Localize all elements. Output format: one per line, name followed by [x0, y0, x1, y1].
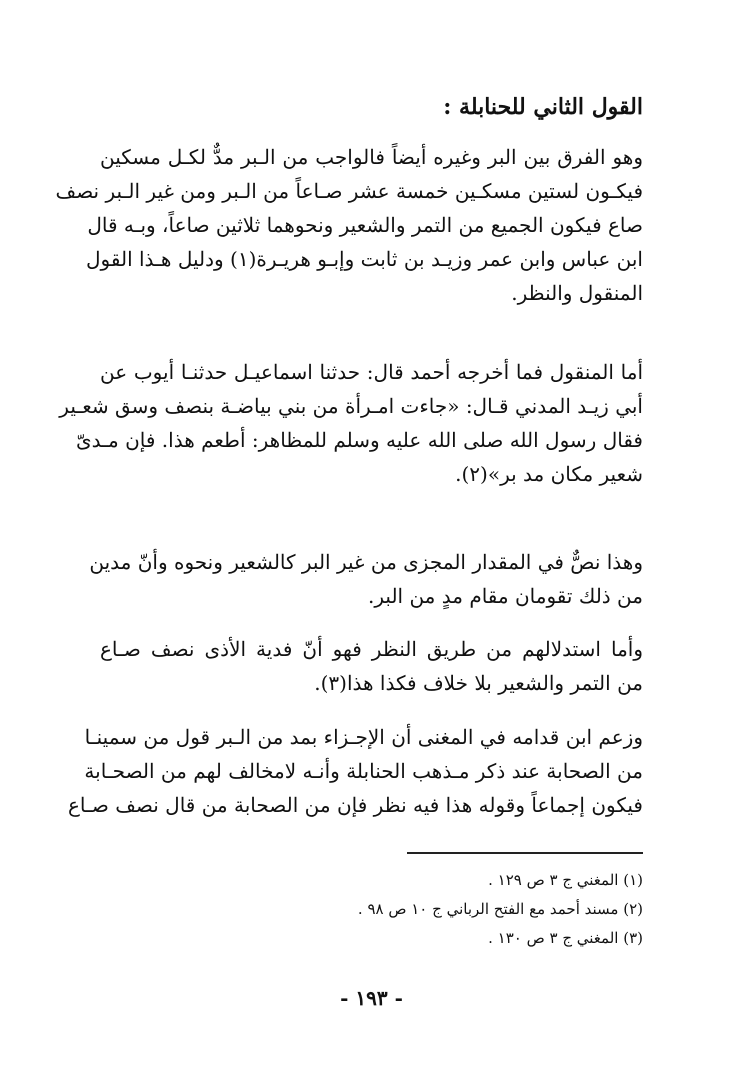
text-line: من ذلك تقومان مقام مدٍ من البر. [368, 584, 643, 608]
text-line: من الصحابة عند ذكر مـذهب الحنابلة وأنـه لامخالف لهم من الصحـابة [84, 759, 643, 783]
text-line: أبي زيـد المدني قـال: «جاءت امـرأة من بني بياضـة بنصف وسق شعـير [59, 394, 643, 418]
footnotes [243, 866, 643, 953]
footnote-2: (٢) مسند أحمد مع الفتح الرباني ج ١٠ ص ٩٨ . [357, 900, 643, 918]
section-heading: القول الثاني للحنابلة : [443, 94, 643, 120]
text-line: فقال رسول الله صلى الله عليه وسلم للمظاهر: أطعم هذا. فإن مـدىّ [76, 428, 643, 452]
page-number: - ١٩٣ - [340, 986, 403, 1010]
footnote-1: (١) المغني ج ٣ ص ١٢٩ . [488, 871, 643, 889]
text-line: أما المنقول فما أخرجه أحمد قال: حدثنا اسماعيـل حدثنـا أيوب عن [100, 360, 643, 384]
text-line: وأما استدلالهم من طريق النظر فهو أنّ فدية الأذى نصف صـاع [100, 637, 643, 661]
paragraph-5 [67, 720, 643, 822]
text-line: فيكون إجماعاً وقوله هذا فيه نظر فإن من الصحابة من قال نصف صـاع [67, 793, 643, 817]
footnote-3: (٣) المغني ج ٣ ص ١٣٠ . [488, 929, 643, 947]
text-line: وهذا نصٌّ في المقدار المجزى من غير البر كالشعير ونحوه وأنّ مدين [89, 550, 643, 574]
text-line: وهو الفرق بين البر وغيره أيضاً فالواجب من الـبر مدٌّ لكـل مسكين [100, 145, 643, 169]
paragraph-1 [55, 140, 643, 310]
text-line: صاع فيكون الجميع من التمر والشعير ونحوهما ثلاثين صاعاً، وبـه قال [87, 213, 643, 237]
text-line: شعير مكان مد بر»(٢). [455, 462, 643, 486]
text-line: فيكـون لستين مسكـين خمسة عشر صـاعاً من الـبر ومن غير الـبر نصف [55, 179, 643, 203]
text-line: المنقول والنظر. [511, 281, 643, 305]
footnote-separator [407, 852, 643, 854]
paragraph-2 [59, 355, 643, 491]
paragraph-3 [89, 545, 643, 613]
text-line: ابن عباس وابن عمر وزيـد بن ثابت وإبـو هريـرة(١) ودليل هـذا القول [86, 247, 643, 271]
paragraph-4 [100, 632, 643, 700]
text-line: وزعم ابن قدامه في المغنى أن الإجـزاء بمد من الـبر قول من سمينـا [84, 725, 643, 749]
text-line: من التمر والشعير بلا خلاف فكذا هذا(٣). [314, 671, 643, 695]
